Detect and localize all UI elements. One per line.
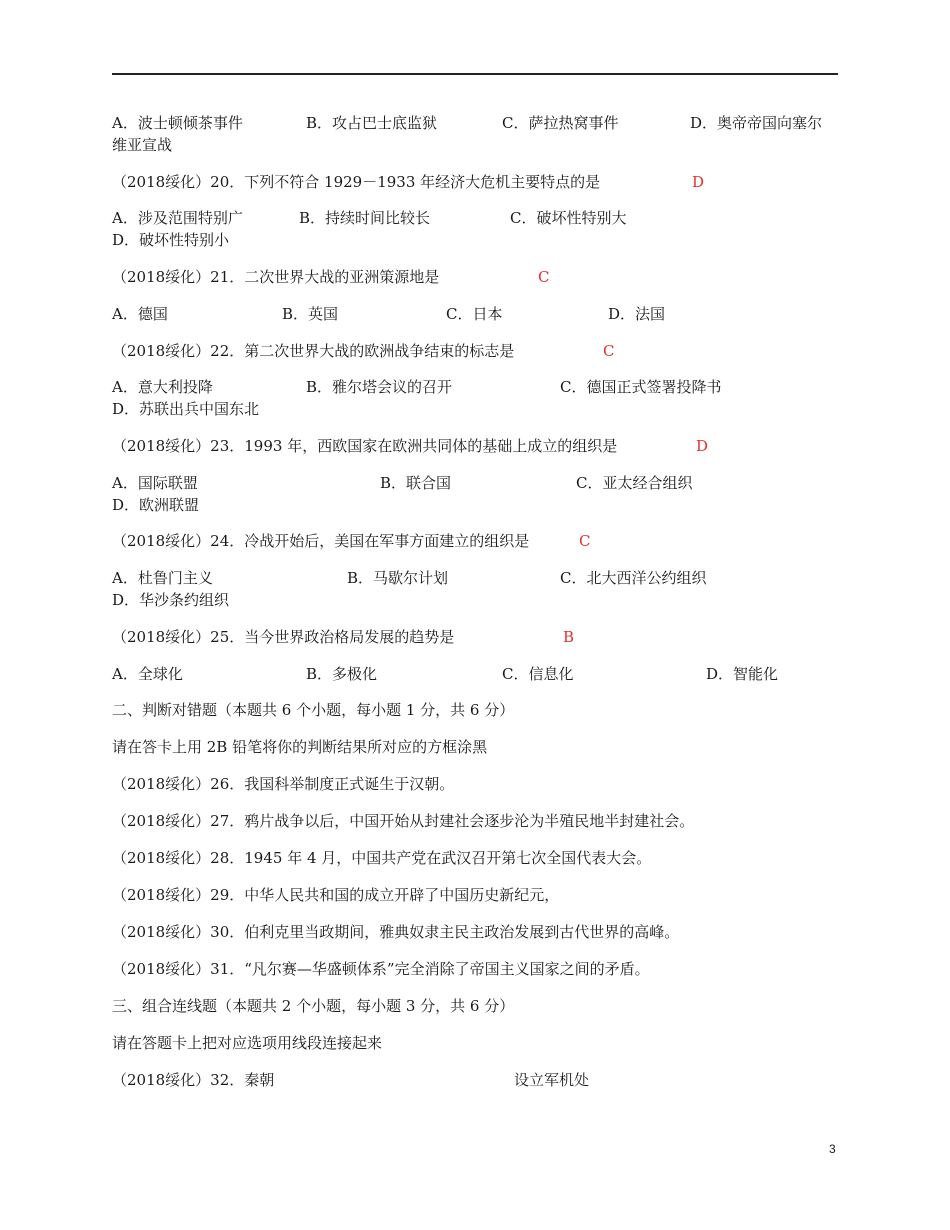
- q22-option-c: C．德国正式签署投降书: [560, 378, 722, 396]
- q23-option-c: C．亚太经合组织: [576, 474, 693, 492]
- q20-option-d: D．破坏性特别小: [112, 231, 230, 249]
- q23-stem: （2018绥化）23．1993 年，西欧国家在欧洲共同体的基础上成立的组织是: [112, 437, 618, 455]
- q20-option-a: A．涉及范围特别广: [112, 209, 243, 227]
- section2-title: 二、判断对错题（本题共 6 个小题，每小题 1 分，共 6 分）: [112, 701, 515, 719]
- q26-statement: （2018绥化）26．我国科举制度正式诞生于汉朝。: [112, 775, 455, 793]
- q20-stem: （2018绥化）20．下列不符合 1929－1933 年经济大危机主要特点的是: [112, 173, 601, 191]
- q21-stem: （2018绥化）21．二次世界大战的亚洲策源地是: [112, 268, 440, 286]
- q22-option-b: B．雅尔塔会议的召开: [306, 378, 453, 396]
- q19-option-d: D．奥帝帝国向塞尔: [690, 114, 823, 132]
- q30-statement: （2018绥化）30．伯利克里当政期间，雅典奴隶主民主政治发展到古代世界的高峰。: [112, 923, 680, 941]
- q32-left-item: （2018绥化）32．秦朝: [112, 1071, 275, 1089]
- q19-option-b: B．攻占巴士底监狱: [306, 114, 438, 132]
- q31-statement: （2018绥化）31．“凡尔赛—华盛顿体系”完全消除了帝国主义国家之间的矛盾。: [112, 960, 650, 978]
- q19-option-c: C．萨拉热窝事件: [502, 114, 619, 132]
- q21-option-a: A．德国: [112, 305, 168, 323]
- q25-option-a: A．全球化: [112, 665, 183, 683]
- q29-statement: （2018绥化）29．中华人民共和国的成立开辟了中国历史新纪元，: [112, 886, 560, 904]
- q23-option-a: A．国际联盟: [112, 474, 198, 492]
- q25-answer: B: [563, 628, 575, 646]
- q23-answer: D: [696, 437, 709, 455]
- q23-option-d: D．欧洲联盟: [112, 496, 200, 514]
- q27-statement: （2018绥化）27．鸦片战争以后，中国开始从封建社会逐步沦为半殖民地半封建社会。: [112, 812, 695, 830]
- q22-stem: （2018绥化）22．第二次世界大战的欧洲战争结束的标志是: [112, 342, 515, 360]
- section2-instruction: 请在答卡上用 2B 铅笔将你的判断结果所对应的方框涂黑: [112, 738, 488, 756]
- q23-option-b: B．联合国: [380, 474, 452, 492]
- q24-option-c: C．北大西洋公约组织: [560, 569, 707, 587]
- q25-option-c: C．信息化: [502, 665, 574, 683]
- q19-option-a: A．波士顿倾茶事件: [112, 114, 243, 132]
- q19-option-d-continued: 维亚宣战: [112, 136, 173, 154]
- q32-right-item: 设立军机处: [514, 1071, 590, 1089]
- q24-option-d: D．华沙条约组织: [112, 591, 230, 609]
- q22-answer: C: [603, 342, 615, 360]
- q25-option-d: D．智能化: [706, 665, 779, 683]
- q22-option-d: D．苏联出兵中国东北: [112, 400, 260, 418]
- q21-option-c: C．日本: [446, 305, 503, 323]
- q22-option-a: A．意大利投降: [112, 378, 213, 396]
- q24-option-a: A．杜鲁门主义: [112, 569, 213, 587]
- section3-title: 三、组合连线题（本题共 2 个小题，每小题 3 分，共 6 分）: [112, 997, 515, 1015]
- q25-stem: （2018绥化）25．当今世界政治格局发展的趋势是: [112, 628, 455, 646]
- q20-option-c: C．破坏性特别大: [510, 209, 627, 227]
- q28-statement: （2018绥化）28．1945 年 4 月，中国共产党在武汉召开第七次全国代表大会。: [112, 849, 652, 867]
- q21-answer: C: [538, 268, 550, 286]
- q21-option-b: B．英国: [282, 305, 339, 323]
- q24-option-b: B．马歇尔计划: [347, 569, 449, 587]
- q20-option-b: B．持续时间比较长: [299, 209, 431, 227]
- q24-stem: （2018绥化）24．冷战开始后，美国在军事方面建立的组织是: [112, 532, 530, 550]
- q24-answer: C: [579, 532, 591, 550]
- q21-option-d: D．法国: [608, 305, 666, 323]
- page-number: 3: [829, 1142, 836, 1156]
- section3-instruction: 请在答题卡上把对应选项用线段连接起来: [112, 1034, 383, 1052]
- header-rule: [112, 73, 838, 75]
- q20-answer: D: [692, 173, 705, 191]
- q25-option-b: B．多极化: [306, 665, 378, 683]
